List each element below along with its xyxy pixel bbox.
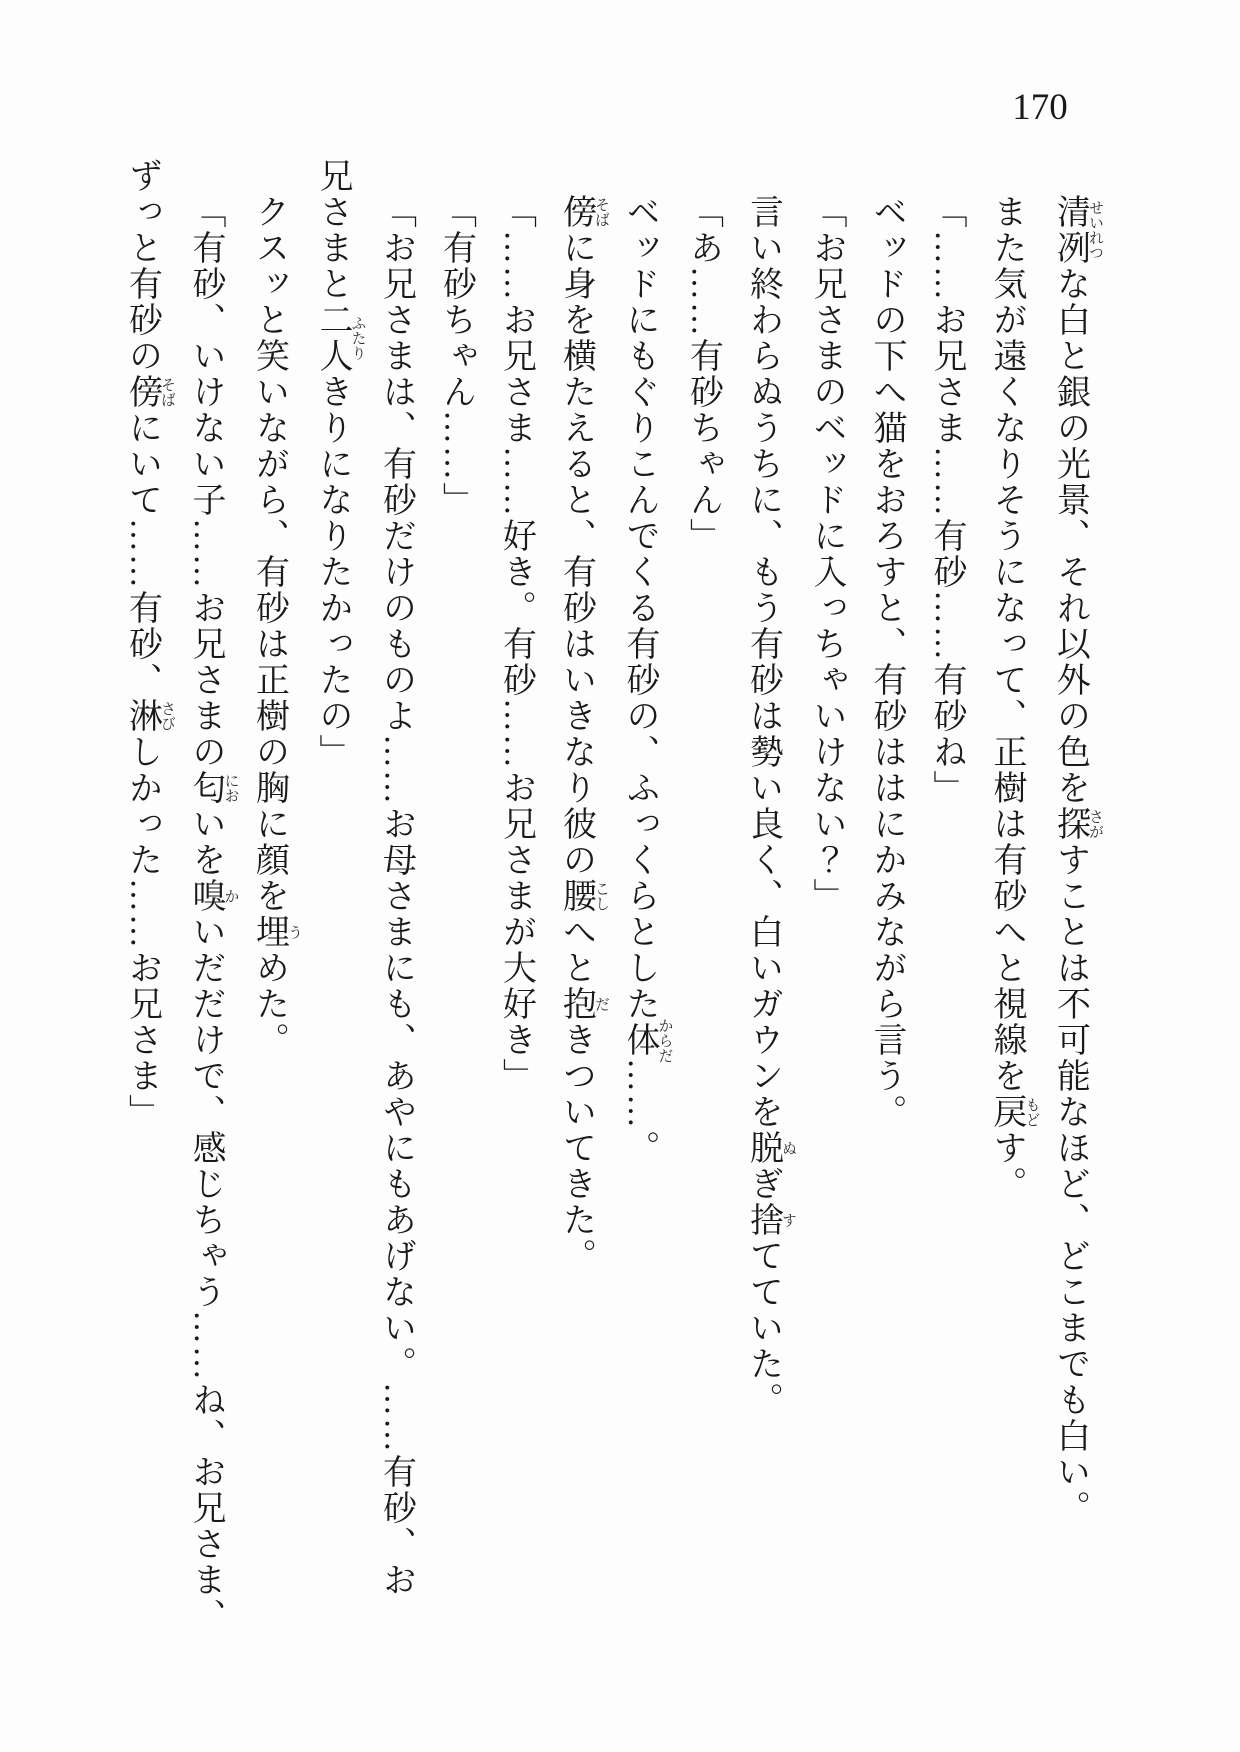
furigana: か [222,878,239,914]
text-column [486,158,546,1658]
furigana: さが [1087,806,1103,842]
text-run: いを [187,806,224,878]
text-run: きりになりたかったの」 [314,374,351,770]
text-run: す。 [988,1130,1025,1202]
furigana: せいれつ [1087,194,1103,266]
ruby-annotated-text: 脱ぬ [744,1130,796,1166]
text-column [302,158,366,1658]
text-run: また気が遠くなりそうになって、正樹は有砂へと視線を [988,194,1025,1094]
furigana: こし [593,878,609,914]
text-run: へと [557,914,595,986]
ruby-annotated-text: 探さが [1051,806,1103,842]
text-column [856,158,916,1658]
ruby-annotated-text: 二人ふたり [314,302,366,374]
text-column [796,158,856,1658]
text-run: 「……お兄さま……有砂……有砂ね」 [928,194,965,806]
text-run: 「有砂、いけない子……お兄さまの [187,194,224,770]
text-run: いだだけで、感じちゃう……ね、お兄さま、 [187,914,224,1634]
furigana: だ [593,986,609,1022]
text-column [733,158,797,1658]
text-column [426,158,486,1658]
text-run: ……。 [621,1058,658,1166]
text-run: 「お兄さまのベッドに入っちゃいけない？」 [808,194,845,914]
text-run: に身を横たえると、有砂はいきなり彼の [557,230,595,878]
furigana: そば [159,374,175,410]
ruby-annotated-text: 淋さび [123,698,175,734]
ruby-annotated-text: 腰こし [557,878,609,914]
page-number: 170 [1012,87,1068,128]
text-run: 兄さまと [314,158,351,302]
text-column [1040,158,1104,1658]
text-run: 「お兄さまは、有砂だけのものよ……お母さまにも、あやにもあげない。……有砂、お [377,194,415,1598]
text-run: にいて……有砂、 [123,410,161,698]
text-run: ぎ [744,1166,782,1202]
text-run: ずっと有砂の [123,158,161,374]
text-block [112,158,1104,1718]
text-run: すことは不可能なほど、どこまでも白い。 [1051,842,1089,1526]
text-run: 「有砂ちゃん……」 [437,194,475,518]
ruby-annotated-text: 匂にお [187,770,239,806]
text-column [673,158,733,1658]
text-run: 「……お兄さま……好き。有砂……お兄さまが大好き」 [497,194,535,1094]
ruby-annotated-text: 傍そば [557,194,609,230]
text-column [175,158,239,1658]
furigana: もど [1023,1094,1040,1130]
ruby-annotated-text: 体からだ [621,1017,673,1063]
text-run: な白と銀の光景、それ以外の色を [1051,266,1089,806]
text-column [239,158,303,1658]
furigana: からだ [656,1017,673,1063]
text-run: 言い終わらぬうちに、もう有砂は勢い良く、白いガウンを [744,194,782,1130]
text-column [546,158,610,1658]
text-column [916,158,976,1658]
text-run: ベッドの下へ猫をおろすと、有砂ははにかみながら言う。 [868,194,905,1130]
text-run: 「あ……有砂ちゃん」 [684,194,722,554]
furigana: う [286,914,302,950]
text-run: ベッドにもぐりこんでくる有砂の、ふっくらとした [621,194,658,1022]
text-run: めた。 [250,950,288,1058]
ruby-annotated-text: 傍そば [123,374,175,410]
furigana: にお [222,770,239,806]
text-column [609,158,673,1658]
furigana: ぬ [780,1130,796,1166]
text-column [366,158,426,1658]
text-run: クスッと笑いながら、有砂は正樹の胸に顔を [250,194,288,914]
text-column [112,158,176,1658]
ruby-annotated-text: 抱だ [557,986,609,1022]
ruby-annotated-text: 埋う [250,914,302,950]
ruby-annotated-text: 嗅か [187,878,239,914]
furigana: そば [593,194,609,230]
text-column [976,158,1040,1658]
ruby-annotated-text: 清冽せいれつ [1051,194,1103,266]
furigana: ふたり [349,302,366,374]
ruby-annotated-text: 戻もど [988,1094,1040,1130]
ruby-annotated-text: 捨す [744,1202,796,1238]
text-run: てていた。 [744,1238,782,1418]
furigana: さび [159,698,175,734]
text-run: しかった……お兄さま」 [123,734,161,1130]
furigana: す [780,1202,796,1238]
text-run: きついてきた。 [557,1022,595,1274]
